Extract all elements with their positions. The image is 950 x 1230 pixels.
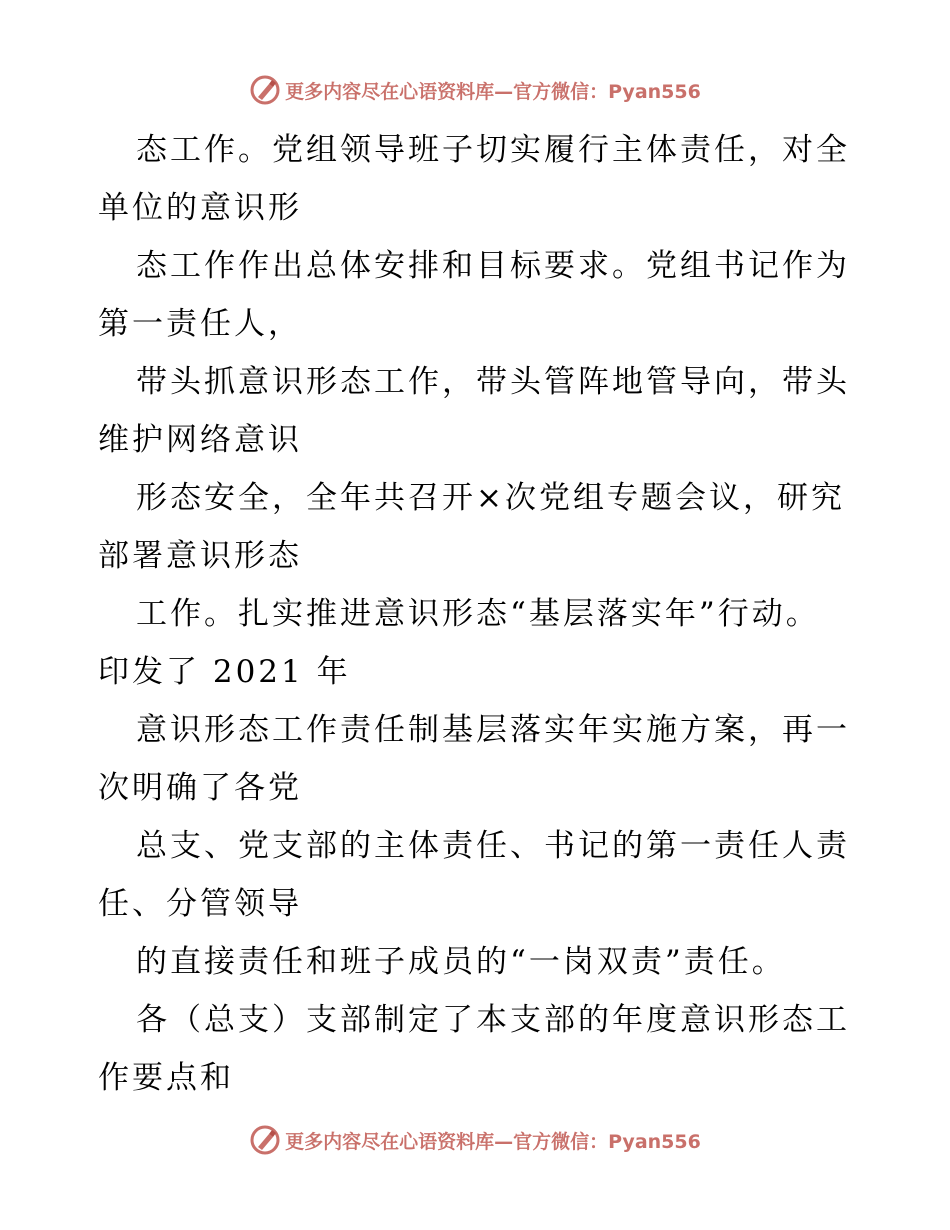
paragraph [98,991,858,1107]
paragraph-line: 带头抓意识形态工作，带头管阵地管导向，带头 [136,364,850,400]
paragraph-line: 次明确了各党 [98,770,302,806]
pen-logo-icon [249,74,281,106]
paragraph-line: 形态安全，全年共召开×次党组专题会议，研究 [136,480,845,516]
paragraph-line: 部署意识形态 [98,538,302,574]
footer-watermark [0,1120,950,1160]
paragraph-line: 总支、党支部的主体责任、书记的第一责任人责 [136,828,850,864]
paragraph-line: 第一责任人， [98,306,302,342]
paragraph [98,585,858,701]
paragraph [98,933,858,991]
paragraph-line: 作要点和 [98,1060,234,1096]
pen-logo-icon [249,1124,281,1156]
paragraph-line: 单位的意识形 [98,190,302,226]
paragraph-line: 任、分管领导 [98,886,302,922]
paragraph-line: 各（总支）支部制定了本支部的年度意识形态工 [136,1002,850,1038]
paragraph [98,469,858,585]
header-watermark-text: 更多内容尽在心语资料库—官方微信：Pyan556 [285,80,701,103]
paragraph-line: 维护网络意识 [98,422,302,458]
document-body [98,121,858,1107]
paragraph-line: 的直接责任和班子成员的“一岗双责”责任。 [136,944,786,980]
paragraph-line: 印发了 2021 年 [98,654,351,690]
paragraph-line: 态工作作出总体安排和目标要求。党组书记作为 [136,248,850,284]
paragraph [98,353,858,469]
paragraph-line: 态工作。党组领导班子切实履行主体责任，对全 [136,132,850,168]
paragraph-line: 工作。扎实推进意识形态“基层落实年”行动。 [136,596,820,632]
paragraph [98,121,858,237]
paragraph [98,701,858,817]
header-watermark [0,70,950,110]
paragraph-line: 意识形态工作责任制基层落实年实施方案，再一 [136,712,850,748]
paragraph [98,817,858,933]
paragraph [98,237,858,353]
footer-watermark-text: 更多内容尽在心语资料库—官方微信：Pyan556 [285,1130,701,1153]
